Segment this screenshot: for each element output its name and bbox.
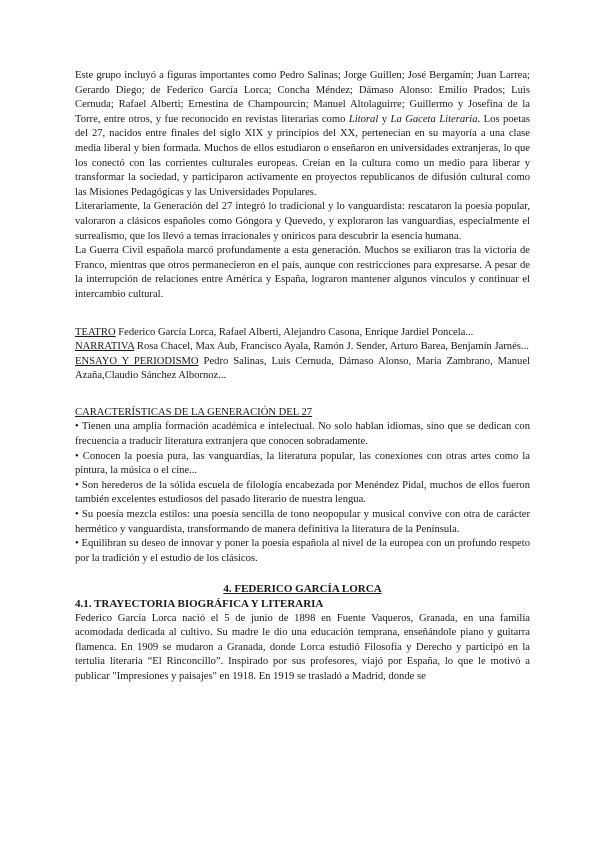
- subsection-title: 4.1. TRAYECTORIA BIOGRÁFICA Y LITERARIA: [75, 598, 324, 610]
- characteristic-item: • Su poesía mezcla estilos: una poesía sencilla de tono neopopular y musical convive con otra de carácter hermético y vanguardista, transformando de manera definitiva la literatura de la Península.: [75, 509, 530, 535]
- characteristic-item: • Son herederos de la sólida escuela de filología encabezada por Menéndez Pidal, muchos de ellos fueron también excelentes estudiosos del pasado literario de nuestra lengua.: [75, 479, 530, 506]
- characteristics-heading: [75, 406, 530, 421]
- genre-label: NARRATIVA: [75, 341, 135, 353]
- intro-paragraph-2: Literariamente, la Generación del 27 integró lo tradicional y lo vanguardista: rescataron la poesía popular, valoraron a clásicos españoles como Góngora y Quevedo, y exploraron las vanguardias, especialmente el surrealismo, que los llevó a temas irracionales y oníricos para descubrir la esencia humana.: [75, 201, 530, 242]
- genre-label: ENSAYO Y PERIODISMO: [75, 355, 199, 367]
- genre-authors: Federico García Lorca, Rafael Alberti, Alejandro Casona, Enrique Jardiel Poncela...: [115, 326, 474, 338]
- intro-paragraph-1: [75, 69, 530, 200]
- document-page: [75, 69, 530, 685]
- genre-authors: Pedro Salinas, Luis Cernuda, Dámaso Alonso, María Zambrano, Manuel Azaña,Claudio Sánchez Albornoz...: [75, 355, 530, 382]
- section-title-text: 4. FEDERICO GARCÍA LORCA: [223, 583, 382, 596]
- characteristics-heading-text: CARACTERÍSTICAS DE LA GENERACIÓN DEL 27: [75, 406, 313, 418]
- section-title: [75, 582, 530, 597]
- intro-text-a: Este grupo incluyó a figuras importantes como Pedro Salinas; Jorge Guillen; José Bergamín; Juan Larrea; Gerardo Diego; de Federico García Lorca; Concha Méndez; Dámaso Alonso: Emilio Prados; Luis Cernuda; Rafael Alberti; Ernestina de Champourcin; Manuel Altolaguirre; Guillermo y Josefina de la Torre, entre otros, y fue reconocido en revistas literarias como: [75, 70, 530, 125]
- lorca-paragraph: Federico García Lorca nació el 5 de junio de 1898 en Fuente Vaqueros, Granada, en una familia acomodada dedicada al cultivo. Su madre le dio una educación temprana, enseñándole piano y guitarra flamenca. En 1909 se mudaron a Granada, donde Lorca estudió Filosofía y Derecho y participó en la tertulia literaria “El Rinconcillo”. Inspirado por sus profesores, viajó por España, lo que le motivó a publicar "Impresiones y paisajes" en 1918. En 1919 se trasladó a Madrid, donde se: [75, 612, 530, 682]
- genre-theatre: [75, 326, 530, 341]
- intro-text-b: . Los poetas del 27, nacidos entre finales del siglo XIX y principios del XX, pertenecían en su mayoría a una clase media liberal y bien formada. Muchos de ellos estudiaron o enseñaron en universidades extranjeras, lo que los conectó con las corrientes culturales europeas. Creían en la cultura como un medio para liberar y transformar la sociedad, y participaron activamente en proyectos republicanos de difusión cultural como las Misiones Pedagógicas y las Universidades Populares.: [75, 113, 531, 198]
- genre-narrative: [75, 340, 530, 355]
- intro-paragraph-3: La Guerra Civil española marcó profundamente a esta generación. Muchos se exiliaron tras la victoria de Franco, mientras que otros permanecieron en el país, aunque con restricciones para expresarse. A pesar de la interrupción de relaciones entre América y España, lograron mantener algunos vínculos y continuar el intercambio cultural.: [75, 245, 530, 300]
- genre-essay: [75, 355, 530, 384]
- journal-litoral: Litoral: [348, 113, 379, 125]
- intro-conjunction: y: [381, 113, 388, 125]
- genre-label: TEATRO: [75, 326, 116, 338]
- journal-gaceta-literaria: La Gaceta Literaria: [390, 113, 478, 125]
- genre-authors: Rosa Chacel, Max Aub, Francisco Ayala, Ramón J. Sender, Arturo Barea, Benjamín Jarnés...: [134, 341, 529, 353]
- characteristic-item: • Conocen la poesía pura, las vanguardias, la literatura popular, las conexiones con otras artes como la pintura, la música o el cine...: [75, 450, 530, 477]
- characteristic-item: • Equilibran su deseo de innovar y poner la poesía española al nivel de la europea con un profundo respeto por la tradición y el estudio de los clásicos.: [75, 538, 530, 564]
- characteristic-item: • Tienen una amplia formación académica e intelectual. No solo hablan idiomas, sino que se dedican con frecuencia a traducir literatura extranjera que conocen sobradamente.: [75, 421, 530, 448]
